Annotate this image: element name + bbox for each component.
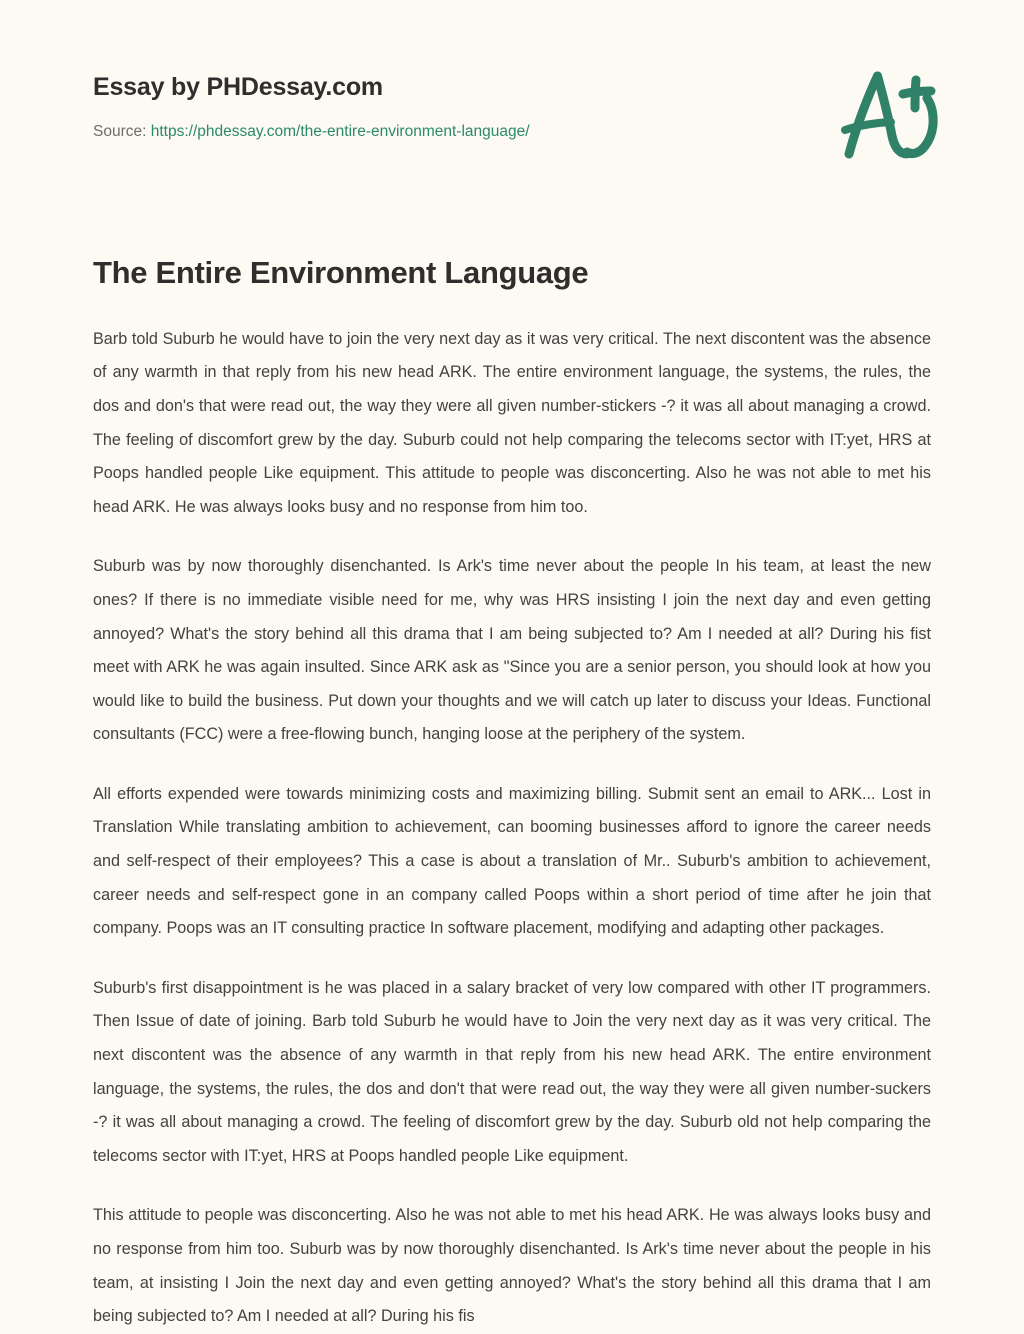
paragraph: Suburb's first disappointment is he was placed in a salary bracket of very low compared with other IT programmers. Then Issue of date of joining. Barb told Suburb he would have to Join the very next day as it was very critical. The next discontent was the absence of any warmth in that reply from his new head ARK. The entire environment language, the systems, the rules, the dos and don't that were read out, the way they were all given number-suckers -? it was all about managing a crowd. The feeling of discomfort grew by the day. Suburb old not help comparing the telecoms sector with IT:yet, HRS at Poops handled people Like equipment. (93, 978, 931, 1165)
paragraph: Suburb was by now thoroughly disenchanted. Is Ark's time never about the people In his team, at least the new ones? If there is no immediate visible need for me, why was HRS insisting I join the next day and even getting annoyed? What's the story behind all this drama that I am being subjected to? Am I needed at all? During his fist meet with ARK he was again insulted. Since ARK ask as "Since you are a senior person, you should look at how you would like to build the business. Put down your thoughts and we will catch up later to discuss your Ideas. Functional consultants (FCC) were a free-flowing bunch, hanging loose at the periphery of the system. (93, 557, 931, 744)
source-label: Source: (93, 123, 151, 140)
page-title: The Entire Environment Language (93, 255, 589, 290)
paragraph: All efforts expended were towards minimizing costs and maximizing billing. Submit sent an email to ARK... Lost in Translation While translating ambition to achievement, can booming businesses afford to ignore the career needs and self-respect of their employees? This a case is about a translation of Mr.. Suburb's ambition to achievement, career needs and self-respect gone in an company called Poops within a short period of time after he join that company. Poops was an IT consulting practice In software placement, modifying and adapting other packages. (93, 784, 931, 938)
source-line (93, 122, 931, 142)
paragraph: Barb told Suburb he would have to join the very next day as it was very critical. The next discontent was the absence of any warmth in that reply from his new head ARK. The entire environment language, the systems, the rules, the dos and don's that were read out, the way they were all given number-stickers -? it was all about managing a crowd. The feeling of discomfort grew by the day. Suburb could not help comparing the telecoms sector with IT:yet, HRS at Poops handled people Like equipment. This attitude to people was disconcerting. Also he was not able to met his head ARK. He was always looks busy and no response from him too. (93, 329, 931, 516)
paragraph: This attitude to people was disconcerting. Also he was not able to met his head ARK. He was always looks busy and no response from him too. Suburb was by now thoroughly disenchanted. Is Ark's time never about the people in his team, at insisting I Join the next day and even getting annoyed? What's the story behind all this drama that I am being subjected to? Am I needed at all? During his fis (93, 1206, 931, 1326)
brand-title: Essay by PHDessay.com (93, 73, 383, 101)
source-url-link[interactable]: https://phdessay.com/the-entire-environment-language/ (150, 123, 530, 140)
page-header (93, 0, 931, 182)
article-body (93, 293, 931, 1334)
